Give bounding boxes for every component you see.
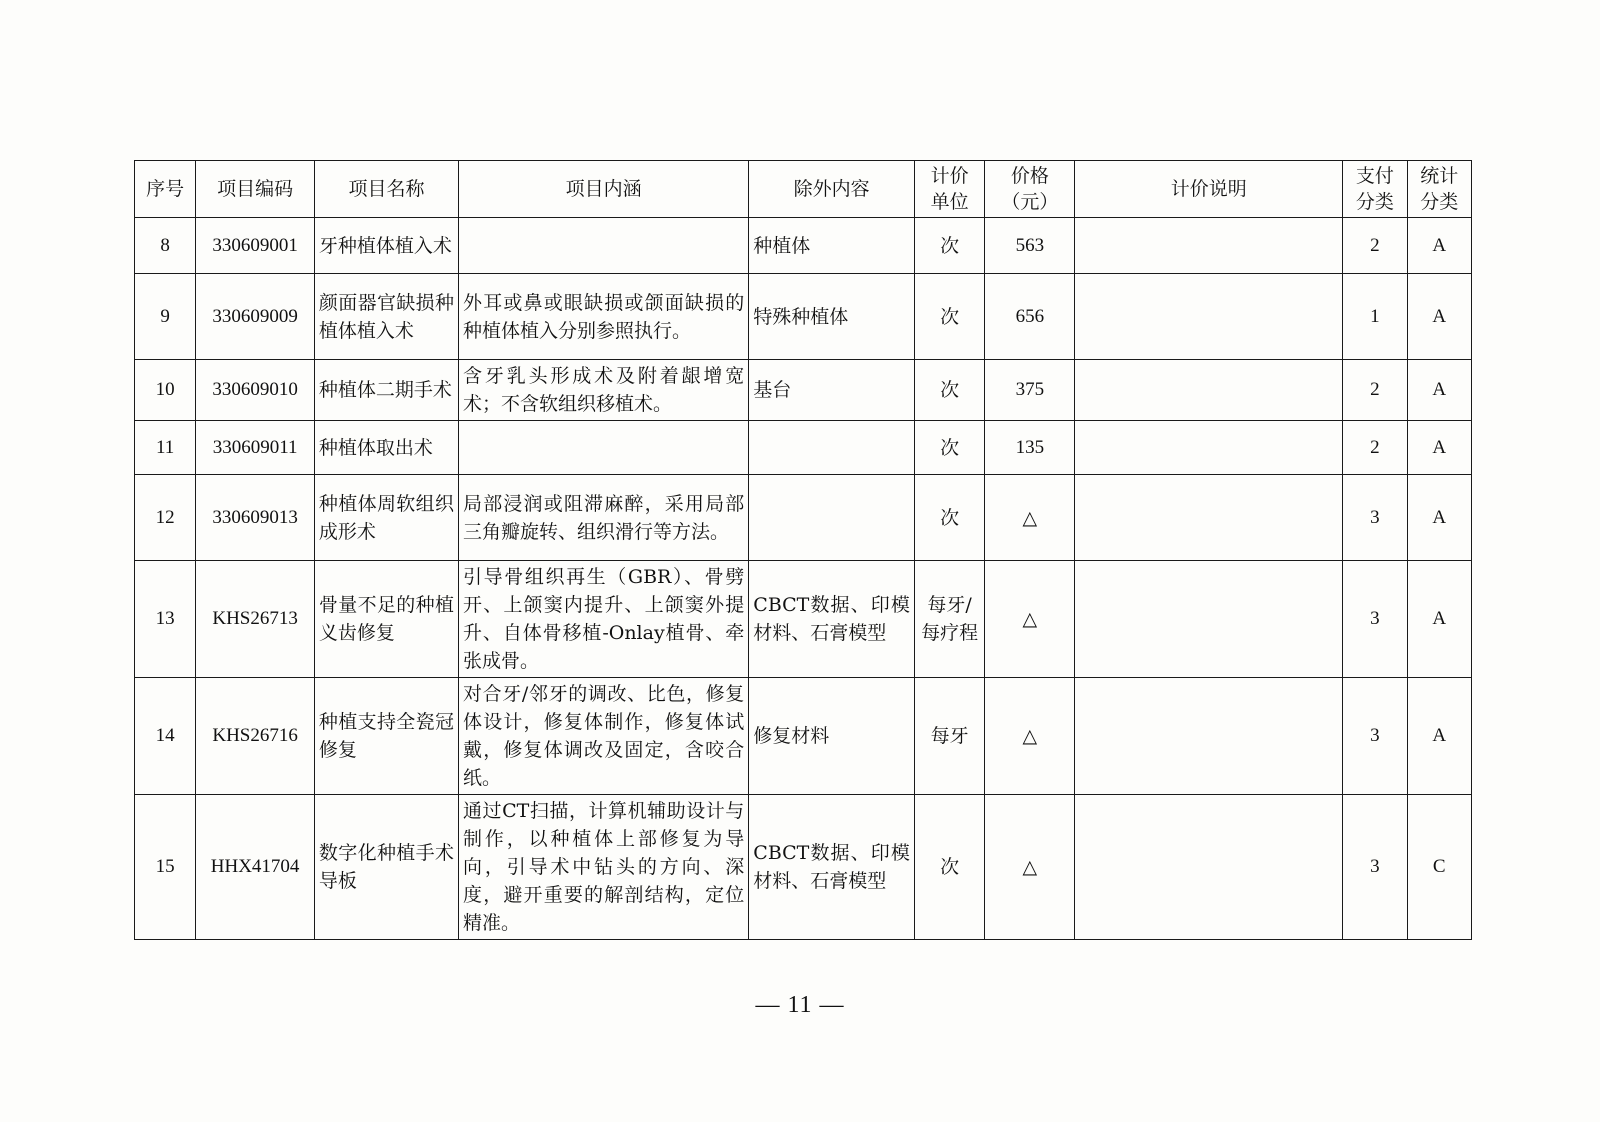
header-pay-line2: 分类 bbox=[1355, 191, 1394, 213]
header-pay bbox=[1343, 161, 1407, 218]
cell-content: 含牙乳头形成术及附着龈增宽术；不含软组织移植术。 bbox=[459, 360, 749, 421]
cell-name: 种植体取出术 bbox=[314, 421, 458, 475]
header-stat bbox=[1407, 161, 1471, 218]
table-row bbox=[135, 678, 1472, 795]
table-row bbox=[135, 561, 1472, 678]
cell-excluded: 特殊种植体 bbox=[749, 274, 915, 360]
cell-unit: 每牙 bbox=[914, 678, 985, 795]
cell-name: 种植体周软组织成形术 bbox=[314, 475, 458, 561]
cell-content: 局部浸润或阻滞麻醉，采用局部三角瓣旋转、组织滑行等方法。 bbox=[459, 475, 749, 561]
header-price bbox=[985, 161, 1075, 218]
cell-pay: 2 bbox=[1343, 218, 1407, 274]
cell-content: 引导骨组织再生（GBR）、骨劈开、上颌窦内提升、上颌窦外提升、自体骨移植-Onlay植骨、牵张成骨。 bbox=[459, 561, 749, 678]
header-name: 项目名称 bbox=[314, 161, 458, 218]
cell-pay: 2 bbox=[1343, 421, 1407, 475]
cell-note bbox=[1075, 561, 1343, 678]
cell-note bbox=[1075, 795, 1343, 940]
cell-name: 颜面器官缺损种植体植入术 bbox=[314, 274, 458, 360]
cell-excluded: 种植体 bbox=[749, 218, 915, 274]
cell-note bbox=[1075, 421, 1343, 475]
header-seq: 序号 bbox=[135, 161, 196, 218]
cell-price: △ bbox=[985, 795, 1075, 940]
table-row bbox=[135, 795, 1472, 940]
cell-code: 330609011 bbox=[196, 421, 315, 475]
cell-price: 563 bbox=[985, 218, 1075, 274]
cell-seq: 12 bbox=[135, 475, 196, 561]
cell-code: HHX41704 bbox=[196, 795, 315, 940]
header-unit-line1: 计价 bbox=[930, 165, 969, 187]
cell-seq: 8 bbox=[135, 218, 196, 274]
cell-stat: A bbox=[1407, 475, 1471, 561]
cell-stat: A bbox=[1407, 274, 1471, 360]
cell-stat: A bbox=[1407, 360, 1471, 421]
cell-pay: 3 bbox=[1343, 795, 1407, 940]
header-note: 计价说明 bbox=[1075, 161, 1343, 218]
cell-content: 通过CT扫描，计算机辅助设计与制作，以种植体上部修复为导向，引导术中钻头的方向、深度，避开重要的解剖结构，定位精准。 bbox=[459, 795, 749, 940]
cell-seq: 13 bbox=[135, 561, 196, 678]
cell-content bbox=[459, 421, 749, 475]
cell-code: KHS26716 bbox=[196, 678, 315, 795]
cell-name: 种植体二期手术 bbox=[314, 360, 458, 421]
cell-price: 656 bbox=[985, 274, 1075, 360]
cell-excluded bbox=[749, 421, 915, 475]
cell-note bbox=[1075, 360, 1343, 421]
cell-price: △ bbox=[985, 678, 1075, 795]
cell-code: 330609010 bbox=[196, 360, 315, 421]
header-stat-line1: 统计 bbox=[1420, 165, 1459, 187]
cell-price: 135 bbox=[985, 421, 1075, 475]
header-unit bbox=[914, 161, 985, 218]
header-price-line2: （元） bbox=[1001, 191, 1059, 213]
cell-note bbox=[1075, 218, 1343, 274]
cell-excluded: CBCT数据、印模材料、石膏模型 bbox=[749, 561, 915, 678]
cell-excluded: 基台 bbox=[749, 360, 915, 421]
cell-code: 330609009 bbox=[196, 274, 315, 360]
cell-content: 外耳或鼻或眼缺损或颌面缺损的种植体植入分别参照执行。 bbox=[459, 274, 749, 360]
cell-price: △ bbox=[985, 561, 1075, 678]
cell-code: 330609013 bbox=[196, 475, 315, 561]
cell-pay: 3 bbox=[1343, 678, 1407, 795]
header-excluded: 除外内容 bbox=[749, 161, 915, 218]
cell-name: 牙种植体植入术 bbox=[314, 218, 458, 274]
cell-note bbox=[1075, 475, 1343, 561]
cell-name: 骨量不足的种植义齿修复 bbox=[314, 561, 458, 678]
cell-stat: A bbox=[1407, 678, 1471, 795]
cell-stat: C bbox=[1407, 795, 1471, 940]
cell-price: 375 bbox=[985, 360, 1075, 421]
cell-pay: 2 bbox=[1343, 360, 1407, 421]
cell-price: △ bbox=[985, 475, 1075, 561]
cell-note bbox=[1075, 274, 1343, 360]
cell-excluded: 修复材料 bbox=[749, 678, 915, 795]
cell-name: 种植支持全瓷冠修复 bbox=[314, 678, 458, 795]
table-row bbox=[135, 421, 1472, 475]
cell-seq: 11 bbox=[135, 421, 196, 475]
cell-content bbox=[459, 218, 749, 274]
cell-seq: 15 bbox=[135, 795, 196, 940]
cell-unit: 次 bbox=[914, 218, 985, 274]
cell-pay: 3 bbox=[1343, 475, 1407, 561]
cell-seq: 10 bbox=[135, 360, 196, 421]
header-price-line1: 价格 bbox=[1010, 165, 1049, 187]
cell-note bbox=[1075, 678, 1343, 795]
header-content: 项目内涵 bbox=[459, 161, 749, 218]
cell-unit: 每牙/每疗程 bbox=[914, 561, 985, 678]
table-header-row bbox=[135, 161, 1472, 218]
cell-pay: 1 bbox=[1343, 274, 1407, 360]
cell-stat: A bbox=[1407, 421, 1471, 475]
cell-excluded: CBCT数据、印模材料、石膏模型 bbox=[749, 795, 915, 940]
header-pay-line1: 支付 bbox=[1355, 165, 1394, 187]
table-row bbox=[135, 360, 1472, 421]
cell-seq: 9 bbox=[135, 274, 196, 360]
header-stat-line2: 分类 bbox=[1420, 191, 1459, 213]
cell-unit: 次 bbox=[914, 421, 985, 475]
cell-content: 对合牙/邻牙的调改、比色，修复体设计，修复体制作，修复体试戴，修复体调改及固定，含咬合纸。 bbox=[459, 678, 749, 795]
cell-name: 数字化种植手术导板 bbox=[314, 795, 458, 940]
table-row bbox=[135, 274, 1472, 360]
cell-code: 330609001 bbox=[196, 218, 315, 274]
cell-seq: 14 bbox=[135, 678, 196, 795]
cell-stat: A bbox=[1407, 218, 1471, 274]
cell-pay: 3 bbox=[1343, 561, 1407, 678]
fee-schedule-table bbox=[134, 160, 1472, 940]
table-row bbox=[135, 218, 1472, 274]
cell-unit: 次 bbox=[914, 475, 985, 561]
table-row bbox=[135, 475, 1472, 561]
page-number: — 11 — bbox=[755, 992, 845, 1018]
header-code: 项目编码 bbox=[196, 161, 315, 218]
header-unit-line2: 单位 bbox=[930, 191, 969, 213]
cell-unit: 次 bbox=[914, 274, 985, 360]
cell-unit: 次 bbox=[914, 795, 985, 940]
cell-excluded bbox=[749, 475, 915, 561]
cell-stat: A bbox=[1407, 561, 1471, 678]
cell-code: KHS26713 bbox=[196, 561, 315, 678]
cell-unit: 次 bbox=[914, 360, 985, 421]
